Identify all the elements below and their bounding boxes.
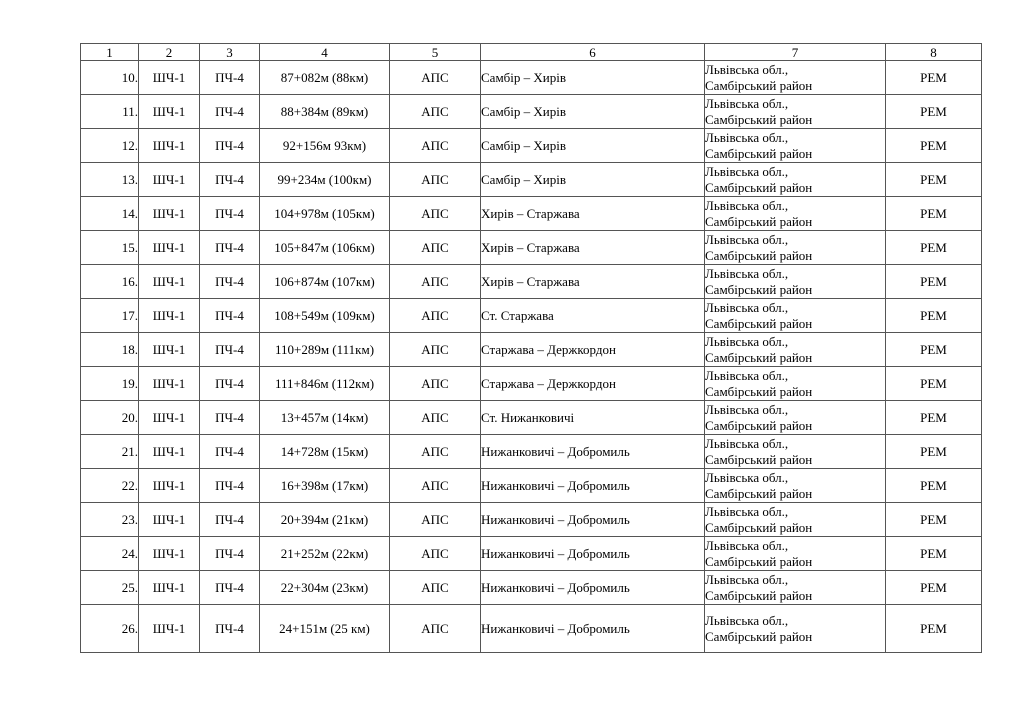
pch-code: ПЧ-4 (200, 231, 260, 265)
pch-code: ПЧ-4 (200, 367, 260, 401)
region-cell (705, 129, 886, 163)
kilometer-position: 16+398м (17км) (260, 469, 390, 503)
region-oblast: Львівська обл., (705, 435, 789, 451)
table-row (81, 571, 982, 605)
row-number: 21. (81, 435, 139, 469)
table-row (81, 469, 982, 503)
region-district: Самбірський район (705, 179, 813, 195)
row-number: 24. (81, 537, 139, 571)
region-oblast: Львівська обл., (705, 265, 789, 281)
kilometer-position: 21+252м (22км) (260, 537, 390, 571)
line-section: Нижанковичі – Добромиль (481, 605, 705, 653)
region-oblast: Львівська обл., (705, 571, 789, 587)
shch-code: ШЧ-1 (139, 469, 200, 503)
line-section: Ст. Нижанковичі (481, 401, 705, 435)
signal-type: АПС (390, 231, 481, 265)
signal-type: АПС (390, 469, 481, 503)
region-district: Самбірський район (705, 628, 813, 644)
region-cell (705, 265, 886, 299)
column-number-row (81, 44, 982, 61)
region-oblast: Львівська обл., (705, 61, 789, 77)
pch-code: ПЧ-4 (200, 503, 260, 537)
row-number: 18. (81, 333, 139, 367)
organization: РЕМ (886, 605, 982, 653)
region-district: Самбірський район (705, 485, 813, 501)
shch-code: ШЧ-1 (139, 231, 200, 265)
pch-code: ПЧ-4 (200, 129, 260, 163)
pch-code: ПЧ-4 (200, 299, 260, 333)
region-cell (705, 571, 886, 605)
organization: РЕМ (886, 333, 982, 367)
kilometer-position: 108+549м (109км) (260, 299, 390, 333)
region-oblast: Львівська обл., (705, 95, 789, 111)
region-district: Самбірський район (705, 77, 813, 93)
region-district: Самбірський район (705, 315, 813, 331)
table-row (81, 163, 982, 197)
organization: РЕМ (886, 61, 982, 95)
line-section: Старжава – Держкордон (481, 333, 705, 367)
region-oblast: Львівська обл., (705, 231, 789, 247)
organization: РЕМ (886, 95, 982, 129)
kilometer-position: 87+082м (88км) (260, 61, 390, 95)
organization: РЕМ (886, 163, 982, 197)
row-number: 13. (81, 163, 139, 197)
signal-type: АПС (390, 129, 481, 163)
line-section: Хирів – Старжава (481, 197, 705, 231)
line-section: Нижанковичі – Добромиль (481, 469, 705, 503)
pch-code: ПЧ-4 (200, 197, 260, 231)
region-oblast: Львівська обл., (705, 612, 789, 628)
line-section: Нижанковичі – Добромиль (481, 503, 705, 537)
signal-type: АПС (390, 265, 481, 299)
region-oblast: Львівська обл., (705, 537, 789, 553)
kilometer-position: 105+847м (106км) (260, 231, 390, 265)
signal-type: АПС (390, 299, 481, 333)
kilometer-position: 111+846м (112км) (260, 367, 390, 401)
table-row (81, 61, 982, 95)
row-number: 23. (81, 503, 139, 537)
signal-type: АПС (390, 333, 481, 367)
organization: РЕМ (886, 537, 982, 571)
region-district: Самбірський район (705, 553, 813, 569)
line-section: Нижанковичі – Добромиль (481, 435, 705, 469)
kilometer-position: 13+457м (14км) (260, 401, 390, 435)
table-row (81, 367, 982, 401)
line-section: Хирів – Старжава (481, 231, 705, 265)
kilometer-position: 88+384м (89км) (260, 95, 390, 129)
region-cell (705, 435, 886, 469)
line-section: Самбір – Хирів (481, 61, 705, 95)
row-number: 14. (81, 197, 139, 231)
region-oblast: Львівська обл., (705, 469, 789, 485)
kilometer-position: 24+151м (25 км) (260, 605, 390, 653)
kilometer-position: 22+304м (23км) (260, 571, 390, 605)
column-header: 1 (81, 44, 139, 61)
region-district: Самбірський район (705, 417, 813, 433)
region-district: Самбірський район (705, 247, 813, 263)
region-cell (705, 469, 886, 503)
kilometer-position: 92+156м 93км) (260, 129, 390, 163)
pch-code: ПЧ-4 (200, 333, 260, 367)
region-district: Самбірський район (705, 383, 813, 399)
line-section: Самбір – Хирів (481, 163, 705, 197)
signal-type: АПС (390, 367, 481, 401)
shch-code: ШЧ-1 (139, 367, 200, 401)
pch-code: ПЧ-4 (200, 435, 260, 469)
column-header: 8 (886, 44, 982, 61)
line-section: Ст. Старжава (481, 299, 705, 333)
region-district: Самбірський район (705, 587, 813, 603)
region-oblast: Львівська обл., (705, 367, 789, 383)
pch-code: ПЧ-4 (200, 95, 260, 129)
shch-code: ШЧ-1 (139, 265, 200, 299)
region-cell (705, 163, 886, 197)
region-district: Самбірський район (705, 349, 813, 365)
region-cell (705, 231, 886, 265)
shch-code: ШЧ-1 (139, 571, 200, 605)
signal-type: АПС (390, 435, 481, 469)
shch-code: ШЧ-1 (139, 197, 200, 231)
shch-code: ШЧ-1 (139, 163, 200, 197)
organization: РЕМ (886, 231, 982, 265)
table-row (81, 503, 982, 537)
row-number: 15. (81, 231, 139, 265)
organization: РЕМ (886, 129, 982, 163)
shch-code: ШЧ-1 (139, 333, 200, 367)
signal-type: АПС (390, 95, 481, 129)
row-number: 17. (81, 299, 139, 333)
line-section: Нижанковичі – Добромиль (481, 537, 705, 571)
line-section: Хирів – Старжава (481, 265, 705, 299)
table-row (81, 299, 982, 333)
column-header: 6 (481, 44, 705, 61)
region-oblast: Львівська обл., (705, 503, 789, 519)
pch-code: ПЧ-4 (200, 469, 260, 503)
pch-code: ПЧ-4 (200, 61, 260, 95)
organization: РЕМ (886, 503, 982, 537)
signal-type: АПС (390, 571, 481, 605)
line-section: Самбір – Хирів (481, 95, 705, 129)
region-cell (705, 197, 886, 231)
region-district: Самбірський район (705, 213, 813, 229)
column-header: 3 (200, 44, 260, 61)
signal-type: АПС (390, 401, 481, 435)
signal-type: АПС (390, 61, 481, 95)
signal-type: АПС (390, 537, 481, 571)
region-cell (705, 367, 886, 401)
organization: РЕМ (886, 265, 982, 299)
column-header: 2 (139, 44, 200, 61)
pch-code: ПЧ-4 (200, 265, 260, 299)
line-section: Нижанковичі – Добромиль (481, 571, 705, 605)
shch-code: ШЧ-1 (139, 435, 200, 469)
region-cell (705, 333, 886, 367)
region-cell (705, 537, 886, 571)
row-number: 11. (81, 95, 139, 129)
organization: РЕМ (886, 299, 982, 333)
signal-type: АПС (390, 503, 481, 537)
row-number: 10. (81, 61, 139, 95)
signal-type: АПС (390, 605, 481, 653)
region-district: Самбірський район (705, 281, 813, 297)
row-number: 19. (81, 367, 139, 401)
table-row (81, 435, 982, 469)
kilometer-position: 14+728м (15км) (260, 435, 390, 469)
organization: РЕМ (886, 435, 982, 469)
pch-code: ПЧ-4 (200, 537, 260, 571)
line-section: Самбір – Хирів (481, 129, 705, 163)
column-header: 7 (705, 44, 886, 61)
shch-code: ШЧ-1 (139, 605, 200, 653)
pch-code: ПЧ-4 (200, 605, 260, 653)
row-number: 12. (81, 129, 139, 163)
column-header: 5 (390, 44, 481, 61)
region-oblast: Львівська обл., (705, 163, 789, 179)
shch-code: ШЧ-1 (139, 299, 200, 333)
region-oblast: Львівська обл., (705, 299, 789, 315)
shch-code: ШЧ-1 (139, 401, 200, 435)
pch-code: ПЧ-4 (200, 163, 260, 197)
region-district: Самбірський район (705, 145, 813, 161)
pch-code: ПЧ-4 (200, 401, 260, 435)
crossings-table (80, 43, 982, 653)
kilometer-position: 104+978м (105км) (260, 197, 390, 231)
region-cell (705, 605, 886, 653)
row-number: 22. (81, 469, 139, 503)
shch-code: ШЧ-1 (139, 537, 200, 571)
region-oblast: Львівська обл., (705, 401, 789, 417)
region-cell (705, 299, 886, 333)
region-oblast: Львівська обл., (705, 197, 789, 213)
region-cell (705, 95, 886, 129)
line-section: Старжава – Держкордон (481, 367, 705, 401)
pch-code: ПЧ-4 (200, 571, 260, 605)
row-number: 26. (81, 605, 139, 653)
region-oblast: Львівська обл., (705, 129, 789, 145)
kilometer-position: 106+874м (107км) (260, 265, 390, 299)
table-row (81, 537, 982, 571)
organization: РЕМ (886, 571, 982, 605)
organization: РЕМ (886, 197, 982, 231)
signal-type: АПС (390, 197, 481, 231)
region-oblast: Львівська обл., (705, 333, 789, 349)
table-row (81, 231, 982, 265)
table-row (81, 197, 982, 231)
table-row (81, 605, 982, 653)
shch-code: ШЧ-1 (139, 503, 200, 537)
organization: РЕМ (886, 367, 982, 401)
table-row (81, 95, 982, 129)
organization: РЕМ (886, 401, 982, 435)
shch-code: ШЧ-1 (139, 61, 200, 95)
region-district: Самбірський район (705, 519, 813, 535)
row-number: 20. (81, 401, 139, 435)
shch-code: ШЧ-1 (139, 129, 200, 163)
shch-code: ШЧ-1 (139, 95, 200, 129)
table-row (81, 265, 982, 299)
row-number: 25. (81, 571, 139, 605)
kilometer-position: 99+234м (100км) (260, 163, 390, 197)
region-cell (705, 401, 886, 435)
table-row (81, 333, 982, 367)
column-header: 4 (260, 44, 390, 61)
kilometer-position: 110+289м (111км) (260, 333, 390, 367)
kilometer-position: 20+394м (21км) (260, 503, 390, 537)
table-body (81, 61, 982, 653)
row-number: 16. (81, 265, 139, 299)
organization: РЕМ (886, 469, 982, 503)
region-district: Самбірський район (705, 451, 813, 467)
region-cell (705, 503, 886, 537)
region-district: Самбірський район (705, 111, 813, 127)
table-row (81, 401, 982, 435)
table-row (81, 129, 982, 163)
region-cell (705, 61, 886, 95)
signal-type: АПС (390, 163, 481, 197)
